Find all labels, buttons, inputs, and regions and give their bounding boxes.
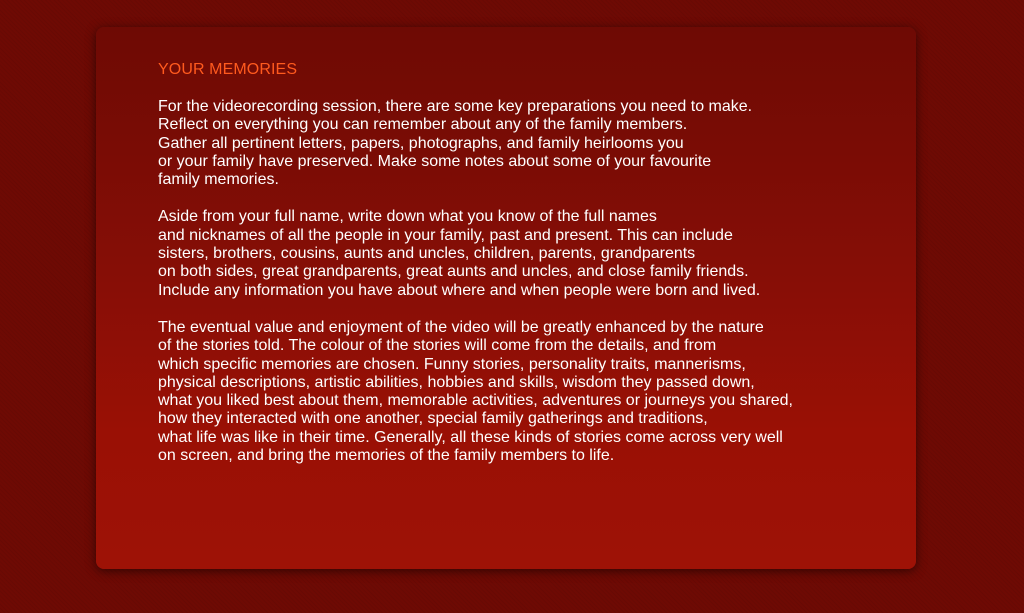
paragraph-stories <box>158 319 916 465</box>
text-line: sisters, brothers, cousins, aunts and uncles, children, parents, grandparents <box>158 245 696 263</box>
text-line: or your family have preserved. Make some notes about some of your favourite <box>158 152 712 170</box>
text-line: on both sides, great grandparents, great aunts and uncles, and close family friends. <box>158 263 749 281</box>
text-line: of the stories told. The colour of the stories will come from the details, and from <box>158 337 717 355</box>
text-line: what you liked best about them, memorable activities, adventures or journeys you shared, <box>158 392 793 410</box>
section-title: YOUR MEMORIES <box>158 61 298 78</box>
text-line: Gather all pertinent letters, papers, photographs, and family heirlooms you <box>158 134 684 152</box>
paragraph-names <box>158 208 916 299</box>
text-line: Aside from your full name, write down what you know of the full names <box>158 208 657 226</box>
text-line: Include any information you have about where and when people were born and lived. <box>158 281 761 299</box>
text-line: For the videorecording session, there are some key preparations you need to make. <box>158 98 753 115</box>
text-line: Reflect on everything you can remember about any of the family members. <box>158 116 688 134</box>
text-line: and nicknames of all the people in your family, past and present. This can include <box>158 226 733 244</box>
text-line: family memories. <box>158 171 279 189</box>
text-line: physical descriptions, artistic abilities, hobbies and skills, wisdom they passed down, <box>158 373 755 391</box>
memories-card <box>96 27 916 569</box>
text-line: how they interacted with one another, special family gatherings and traditions, <box>158 410 708 428</box>
text-line: what life was like in their time. Generally, all these kinds of stories come across very well <box>158 428 783 446</box>
text-line: The eventual value and enjoyment of the video will be greatly enhanced by the nature <box>158 318 764 336</box>
paragraph-preparations <box>158 98 916 189</box>
text-line: which specific memories are chosen. Funny stories, personality traits, mannerisms, <box>158 355 746 373</box>
text-line: on screen, and bring the memories of the family members to life. <box>158 447 615 465</box>
